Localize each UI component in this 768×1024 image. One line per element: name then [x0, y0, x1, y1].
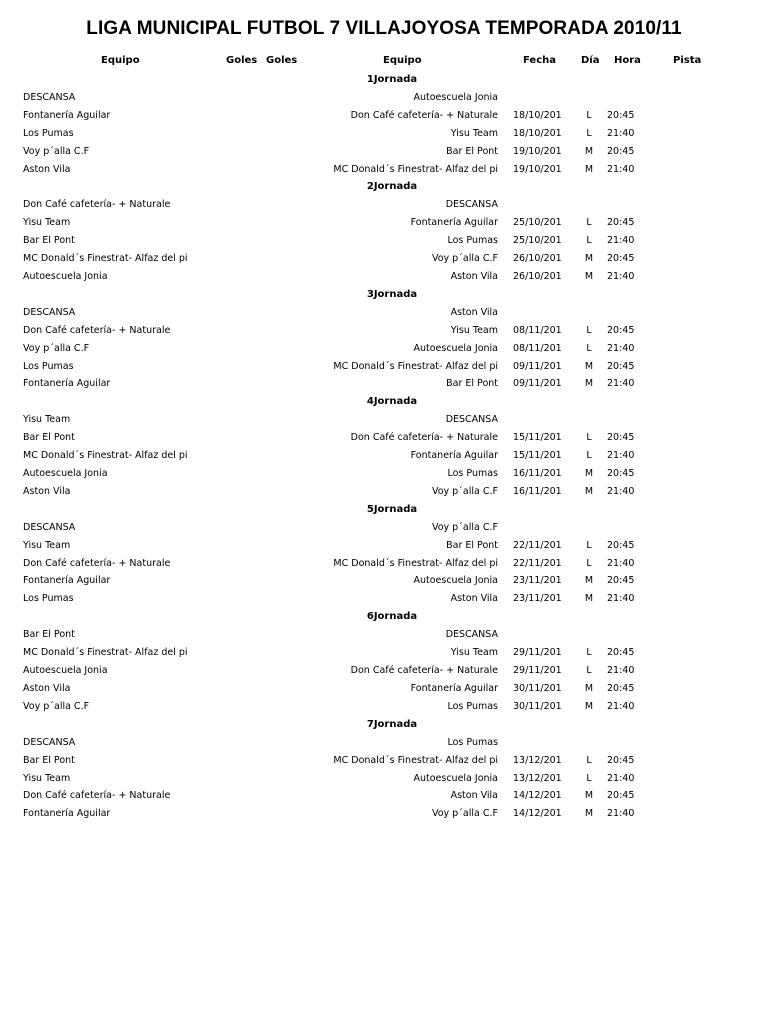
- away-team: Los Pumas: [447, 468, 498, 480]
- match-day: L: [586, 324, 592, 336]
- match-row: [0, 411, 768, 429]
- match-day: L: [586, 235, 592, 247]
- away-team: Los Pumas: [447, 736, 498, 748]
- match-time: 20:45: [607, 468, 635, 480]
- away-team: Autoescuela Jonia: [413, 342, 498, 354]
- away-team: Los Pumas: [447, 700, 498, 712]
- match-day: M: [584, 378, 594, 390]
- away-team: Bar El Pont: [446, 539, 498, 551]
- match-day: L: [586, 557, 592, 569]
- home-team: Aston Vila: [23, 682, 71, 694]
- match-row: [0, 375, 768, 393]
- away-team: MC Donald´s Finestrat- Alfaz del pi: [333, 360, 498, 372]
- jornada-heading: [0, 71, 768, 89]
- match-row: [0, 590, 768, 608]
- match-day: L: [586, 754, 592, 766]
- match-time: 21:40: [607, 163, 635, 175]
- page-title: LIGA MUNICIPAL FUTBOL 7 VILLAJOYOSA TEMPORADA 2010/11: [86, 18, 682, 39]
- match-row: [0, 322, 768, 340]
- match-time: 21:40: [607, 235, 635, 247]
- match-day: L: [586, 665, 592, 677]
- match-time: 21:40: [607, 700, 635, 712]
- match-row: [0, 358, 768, 376]
- match-date: 08/11/201: [513, 342, 562, 354]
- match-date: 16/11/201: [513, 468, 562, 480]
- jornada-label: 6Jornada: [366, 611, 418, 623]
- match-time: 20:45: [607, 575, 635, 587]
- match-row: [0, 107, 768, 125]
- jornada-heading: [0, 393, 768, 411]
- match-day: M: [584, 360, 594, 372]
- match-date: 26/10/201: [513, 253, 562, 265]
- away-team: Bar El Pont: [446, 145, 498, 157]
- match-day: L: [586, 772, 592, 784]
- match-row: [0, 125, 768, 143]
- match-date: 14/12/201: [513, 790, 562, 802]
- away-team: Autoescuela Jonia: [413, 92, 498, 103]
- match-day: M: [584, 468, 594, 480]
- home-team: Los Pumas: [23, 593, 74, 605]
- away-team: Fontanería Aguilar: [410, 217, 498, 229]
- match-day: L: [586, 342, 592, 354]
- away-team: Don Café cafetería- + Naturale: [350, 432, 498, 444]
- match-time: 21:40: [607, 342, 635, 354]
- away-team: Aston Vila: [450, 271, 498, 283]
- home-team: Los Pumas: [23, 127, 74, 139]
- header-goles-home: Goles: [226, 55, 258, 66]
- home-team: Yisu Team: [23, 414, 71, 426]
- header-equipo-home: Equipo: [101, 55, 140, 66]
- match-date: 23/11/201: [513, 593, 562, 605]
- match-time: 20:45: [607, 360, 635, 372]
- match-day: M: [584, 485, 594, 497]
- away-team: Don Café cafetería- + Naturale: [350, 665, 498, 677]
- home-team: Autoescuela Jonia: [23, 468, 108, 480]
- schedule-table: [0, 71, 768, 823]
- jornada-heading: [0, 716, 768, 734]
- home-team: DESCANSA: [23, 736, 76, 748]
- match-day: M: [584, 575, 594, 587]
- match-day: L: [586, 217, 592, 229]
- match-time: 21:40: [607, 450, 635, 462]
- match-date: 18/10/201: [513, 127, 562, 139]
- match-time: 20:45: [607, 790, 635, 802]
- away-team: Fontanería Aguilar: [410, 682, 498, 694]
- match-day: L: [586, 450, 592, 462]
- home-team: MC Donald´s Finestrat- Alfaz del pi: [23, 647, 188, 659]
- match-row: [0, 555, 768, 573]
- away-team: Yisu Team: [450, 647, 498, 659]
- home-team: DESCANSA: [23, 92, 76, 103]
- match-time: 21:40: [607, 378, 635, 390]
- match-date: 09/11/201: [513, 360, 562, 372]
- jornada-label: 5Jornada: [366, 503, 418, 515]
- away-team: MC Donald´s Finestrat- Alfaz del pi: [333, 754, 498, 766]
- away-team: Autoescuela Jonia: [413, 772, 498, 784]
- match-day: M: [584, 808, 594, 820]
- match-row: [0, 465, 768, 483]
- home-team: Fontanería Aguilar: [23, 109, 111, 121]
- home-team: Voy p´alla C.F: [23, 700, 90, 712]
- match-row: [0, 770, 768, 788]
- match-date: 18/10/201: [513, 109, 562, 121]
- match-row: [0, 429, 768, 447]
- home-team: Yisu Team: [23, 539, 71, 551]
- match-date: 23/11/201: [513, 575, 562, 587]
- home-team: Voy p´alla C.F: [23, 145, 90, 157]
- match-row: [0, 340, 768, 358]
- jornada-label: 3Jornada: [366, 288, 418, 300]
- home-team: Voy p´alla C.F: [23, 342, 90, 354]
- match-date: 15/11/201: [513, 432, 562, 444]
- match-time: 20:45: [607, 647, 635, 659]
- jornada-label: 2Jornada: [366, 181, 418, 193]
- match-date: 08/11/201: [513, 324, 562, 336]
- match-day: M: [584, 700, 594, 712]
- match-date: 19/10/201: [513, 163, 562, 175]
- match-row: [0, 644, 768, 662]
- home-team: Aston Vila: [23, 163, 71, 175]
- match-day: M: [584, 145, 594, 157]
- home-team: Autoescuela Jonia: [23, 271, 108, 283]
- header-hora: Hora: [614, 55, 641, 66]
- match-date: 22/11/201: [513, 539, 562, 551]
- away-team: Autoescuela Jonia: [413, 575, 498, 587]
- match-date: 25/10/201: [513, 235, 562, 247]
- match-time: 21:40: [607, 665, 635, 677]
- match-date: 30/11/201: [513, 700, 562, 712]
- match-row: [0, 161, 768, 179]
- match-day: L: [586, 539, 592, 551]
- match-day: M: [584, 682, 594, 694]
- away-team: Aston Vila: [450, 593, 498, 605]
- match-row: [0, 626, 768, 644]
- home-team: Fontanería Aguilar: [23, 378, 111, 390]
- away-team: Voy p´alla C.F: [431, 485, 498, 497]
- match-row: [0, 519, 768, 537]
- match-date: 30/11/201: [513, 682, 562, 694]
- match-date: 29/11/201: [513, 665, 562, 677]
- match-date: 13/12/201: [513, 754, 562, 766]
- match-row: [0, 680, 768, 698]
- match-time: 21:40: [607, 485, 635, 497]
- home-team: MC Donald´s Finestrat- Alfaz del pi: [23, 450, 188, 462]
- match-row: [0, 752, 768, 770]
- home-team: Aston Vila: [23, 485, 71, 497]
- header-equipo-away: Equipo: [383, 55, 422, 66]
- away-team: MC Donald´s Finestrat- Alfaz del pi: [333, 163, 498, 175]
- match-row: [0, 196, 768, 214]
- away-team: Voy p´alla C.F: [431, 808, 498, 820]
- match-day: M: [584, 790, 594, 802]
- match-row: [0, 805, 768, 823]
- home-team: Don Café cafetería- + Naturale: [23, 324, 171, 336]
- match-time: 20:45: [607, 539, 635, 551]
- home-team: Bar El Pont: [23, 754, 75, 766]
- match-date: 19/10/201: [513, 145, 562, 157]
- header-dia: Día: [581, 55, 600, 66]
- jornada-heading: [0, 178, 768, 196]
- match-date: 25/10/201: [513, 217, 562, 229]
- away-team: DESCANSA: [445, 199, 498, 211]
- match-day: M: [584, 163, 594, 175]
- jornada-label: 1Jornada: [366, 74, 418, 85]
- away-team: Bar El Pont: [446, 378, 498, 390]
- match-time: 20:45: [607, 145, 635, 157]
- match-time: 20:45: [607, 324, 635, 336]
- match-time: 20:45: [607, 217, 635, 229]
- match-row: [0, 447, 768, 465]
- match-row: [0, 268, 768, 286]
- match-row: [0, 787, 768, 805]
- jornada-label: 7Jornada: [366, 718, 418, 730]
- home-team: Bar El Pont: [23, 629, 75, 641]
- match-date: 26/10/201: [513, 271, 562, 283]
- match-row: [0, 143, 768, 161]
- match-time: 21:40: [607, 557, 635, 569]
- home-team: Autoescuela Jonia: [23, 665, 108, 677]
- away-team: MC Donald´s Finestrat- Alfaz del pi: [333, 557, 498, 569]
- header-goles-away: Goles: [266, 55, 298, 66]
- match-time: 21:40: [607, 593, 635, 605]
- match-date: 29/11/201: [513, 647, 562, 659]
- match-day: M: [584, 271, 594, 283]
- home-team: Don Café cafetería- + Naturale: [23, 557, 171, 569]
- away-team: Voy p´alla C.F: [431, 253, 498, 265]
- match-date: 09/11/201: [513, 378, 562, 390]
- match-row: [0, 304, 768, 322]
- away-team: Yisu Team: [450, 127, 498, 139]
- match-date: 15/11/201: [513, 450, 562, 462]
- match-row: [0, 662, 768, 680]
- home-team: Fontanería Aguilar: [23, 575, 111, 587]
- match-date: 16/11/201: [513, 485, 562, 497]
- away-team: Yisu Team: [450, 324, 498, 336]
- home-team: Yisu Team: [23, 772, 71, 784]
- home-team: Don Café cafetería- + Naturale: [23, 199, 171, 211]
- match-day: M: [584, 253, 594, 265]
- home-team: MC Donald´s Finestrat- Alfaz del pi: [23, 253, 188, 265]
- match-time: 20:45: [607, 754, 635, 766]
- jornada-heading: [0, 286, 768, 304]
- match-time: 21:40: [607, 772, 635, 784]
- jornada-label: 4Jornada: [366, 396, 418, 408]
- away-team: Los Pumas: [447, 235, 498, 247]
- match-row: [0, 572, 768, 590]
- home-team: Bar El Pont: [23, 235, 75, 247]
- match-time: 21:40: [607, 127, 635, 139]
- match-day: L: [586, 432, 592, 444]
- match-time: 20:45: [607, 253, 635, 265]
- away-team: Aston Vila: [450, 306, 498, 318]
- match-day: M: [584, 593, 594, 605]
- header-pista: Pista: [673, 55, 702, 66]
- away-team: DESCANSA: [445, 414, 498, 426]
- match-time: 20:45: [607, 682, 635, 694]
- match-row: [0, 698, 768, 716]
- match-row: [0, 89, 768, 107]
- match-row: [0, 214, 768, 232]
- match-row: [0, 734, 768, 752]
- away-team: Aston Vila: [450, 790, 498, 802]
- match-time: 21:40: [607, 271, 635, 283]
- home-team: Los Pumas: [23, 360, 74, 372]
- match-day: L: [586, 109, 592, 121]
- jornada-heading: [0, 608, 768, 626]
- match-row: [0, 250, 768, 268]
- jornada-heading: [0, 501, 768, 519]
- home-team: Fontanería Aguilar: [23, 808, 111, 820]
- away-team: Don Café cafetería- + Naturale: [350, 109, 498, 121]
- away-team: Fontanería Aguilar: [410, 450, 498, 462]
- match-date: 13/12/201: [513, 772, 562, 784]
- header-fecha: Fecha: [523, 55, 557, 66]
- match-row: [0, 483, 768, 501]
- home-team: Don Café cafetería- + Naturale: [23, 790, 171, 802]
- match-time: 21:40: [607, 808, 635, 820]
- match-day: L: [586, 647, 592, 659]
- match-row: [0, 232, 768, 250]
- home-team: DESCANSA: [23, 306, 76, 318]
- match-day: L: [586, 127, 592, 139]
- home-team: Bar El Pont: [23, 432, 75, 444]
- home-team: DESCANSA: [23, 521, 76, 533]
- match-date: 22/11/201: [513, 557, 562, 569]
- away-team: Voy p´alla C.F: [431, 521, 498, 533]
- home-team: Yisu Team: [23, 217, 71, 229]
- match-date: 14/12/201: [513, 808, 562, 820]
- match-time: 20:45: [607, 109, 635, 121]
- match-time: 20:45: [607, 432, 635, 444]
- match-row: [0, 537, 768, 555]
- away-team: DESCANSA: [445, 629, 498, 641]
